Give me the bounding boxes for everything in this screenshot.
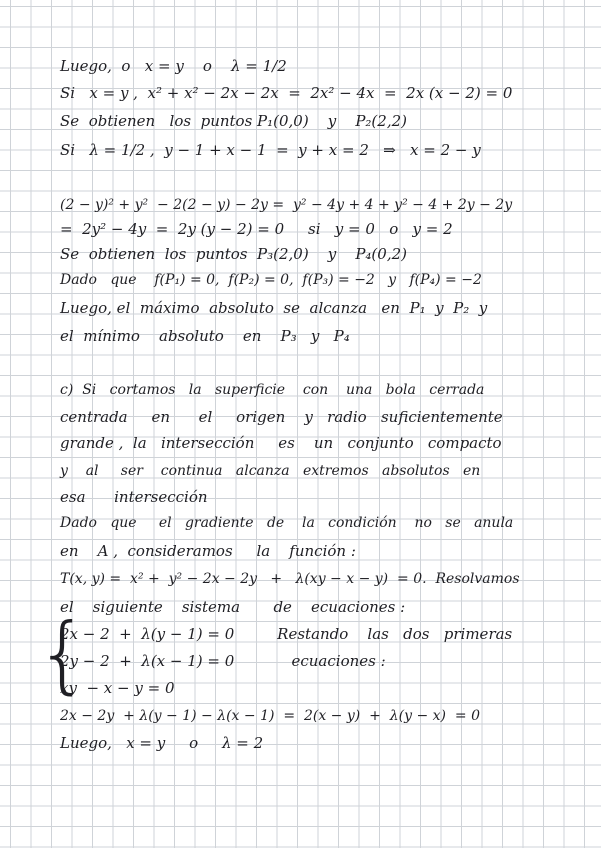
- note-line-15: esa intersección: [60, 488, 208, 506]
- note-line-9: Luego, el máximo absoluto se alcanza en P₁ y P₂ y: [60, 299, 488, 317]
- note-line-17: en A , consideramos la función :: [60, 542, 356, 560]
- note-line-23: 2x − 2y + λ(y − 1) − λ(x − 1) = 2(x − y) + λ(y − x) = 0: [60, 708, 480, 724]
- note-line-8: Dado que f(P₁) = 0, f(P₂) = 0, f(P₃) = −2 y f(P₄) = −2: [60, 272, 482, 288]
- note-line-5: (2 − y)² + y² − 2(2 − y) − 2y = y² − 4y + 4 + y² − 4 + 2y − 2y: [60, 197, 513, 213]
- note-line-16: Dado que el gradiente de la condición no se anula: [60, 515, 514, 531]
- note-line-18: T(x, y) = x² + y² − 2x − 2y + λ(xy − x − y) = 0. Resolvamos: [60, 571, 520, 587]
- note-line-7: Se obtienen los puntos P₃(2,0) y P₄(0,2): [60, 245, 407, 263]
- note-line-24: Luego, x = y o λ = 2: [60, 734, 264, 752]
- note-line-11: c) Si cortamos la superficie con una bola cerrada: [60, 382, 485, 398]
- note-line-4: Si λ = 1/2 , y − 1 + x − 1 = y + x = 2 ⇒ x = 2 − y: [60, 141, 481, 159]
- note-line-2: Si x = y , x² + x² − 2x − 2x = 2x² − 4x = 2x (x − 2) = 0: [60, 84, 513, 102]
- note-line-22: xy − x − y = 0: [60, 679, 175, 697]
- note-line-19: el siguiente sistema de ecuaciones :: [60, 598, 406, 616]
- system-brace: {: [36, 605, 90, 703]
- note-line-12: centrada en el origen y radio suficientemente: [60, 408, 503, 426]
- note-line-14: y al ser continua alcanza extremos absolutos en: [60, 463, 481, 479]
- note-line-21: 2y − 2 + λ(x − 1) = 0 ecuaciones :: [60, 652, 386, 670]
- note-line-20: 2x − 2 + λ(y − 1) = 0 Restando las dos primeras: [60, 625, 513, 643]
- note-line-10: el mínimo absoluto en P₃ y P₄: [60, 327, 350, 345]
- note-line-6: = 2y² − 4y = 2y (y − 2) = 0 si y = 0 o y = 2: [60, 220, 453, 238]
- note-line-3: Se obtienen los puntos P₁(0,0) y P₂(2,2): [60, 112, 407, 130]
- note-line-13: grande , la intersección es un conjunto compacto: [60, 434, 502, 452]
- note-line-1: Luego, o x = y o λ = 1/2: [60, 57, 287, 75]
